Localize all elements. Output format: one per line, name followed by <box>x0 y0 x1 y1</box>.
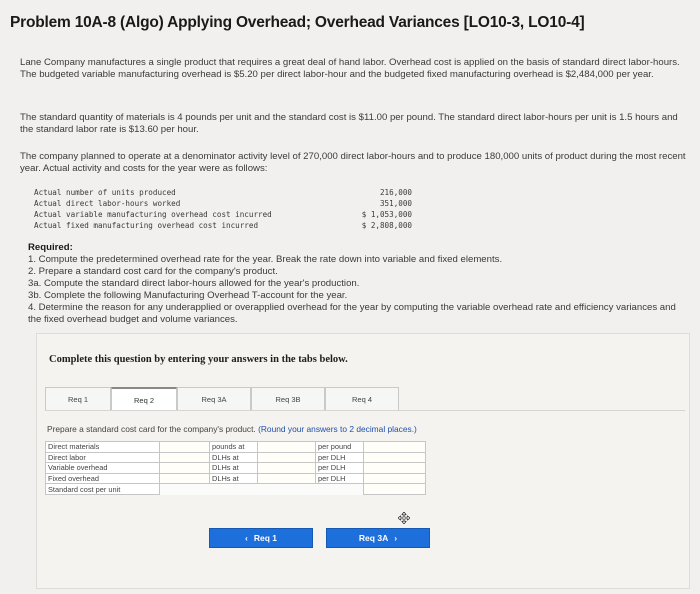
required-item: 4. Determine the reason for any underapplied or overapplied overhead for the year by computing the variable overhead rate and efficiency variances and the fixed overhead budget and volume variances. <box>28 302 676 325</box>
quantity-unit: pounds at <box>210 442 258 453</box>
rounding-note: (Round your answers to 2 decimal places.) <box>258 424 417 434</box>
rate-input[interactable] <box>258 463 316 474</box>
cost-input[interactable] <box>364 452 426 463</box>
actual-label: Actual direct labor-hours worked <box>34 199 181 208</box>
chevron-right-icon: › <box>394 533 398 543</box>
quantity-input[interactable] <box>160 473 210 484</box>
quantity-unit: DLHs at <box>210 463 258 474</box>
quantity-input[interactable] <box>160 442 210 453</box>
tab-divider <box>45 410 685 411</box>
actual-value: $ 1,053,000 <box>361 210 412 219</box>
tab-req-3a[interactable]: Req 3A <box>177 387 251 411</box>
quantity-input[interactable] <box>160 452 210 463</box>
rate-unit: per DLH <box>316 473 364 484</box>
required-heading: Required: <box>28 242 73 253</box>
table-row <box>46 473 426 484</box>
instruction-text: Prepare a standard cost card for the company's product. <box>47 424 256 434</box>
rate-unit: per pound <box>316 442 364 453</box>
instruction <box>47 424 417 434</box>
required-item: 3b. Complete the following Manufacturing Overhead T-account for the year. <box>28 290 348 301</box>
move-cursor-icon <box>398 512 410 524</box>
total-cost-input[interactable] <box>364 484 426 495</box>
actual-label: Actual variable manufacturing overhead cost incurred <box>34 210 272 219</box>
actual-value: 216,000 <box>379 188 412 197</box>
row-label: Variable overhead <box>46 463 160 474</box>
quantity-unit: DLHs at <box>210 473 258 484</box>
intro-paragraph: Lane Company manufactures a single product that requires a great deal of hand labor. Overhead cost is applied on the basis of standard direct labor-hours. The budgeted variable manufacturing overhead is $5.20 per direct labor-hour and the budgeted fixed manufacturing overhead is $2,484,000 per year. <box>20 57 680 80</box>
row-label: Direct labor <box>46 452 160 463</box>
answer-panel <box>36 333 690 589</box>
cost-input[interactable] <box>364 473 426 484</box>
tab-bar <box>45 387 399 411</box>
next-button-label: Req 3A <box>358 533 389 543</box>
standard-cost-card <box>45 441 426 495</box>
previous-button-label: Req 1 <box>253 533 277 543</box>
table-row <box>46 463 426 474</box>
cost-input[interactable] <box>364 442 426 453</box>
table-row <box>46 484 426 495</box>
tab-req-1[interactable]: Req 1 <box>45 387 111 411</box>
actual-label: Actual fixed manufacturing overhead cost incurred <box>34 221 259 230</box>
row-label: Fixed overhead <box>46 473 160 484</box>
panel-heading: Complete this question by entering your answers in the tabs below. <box>49 354 348 365</box>
actual-label: Actual number of units produced <box>34 188 176 197</box>
quantity-input[interactable] <box>160 463 210 474</box>
standards-paragraph: The standard quantity of materials is 4 pounds per unit and the standard cost is $11.00 per pound. The standard direct labor-hours per unit is 1.5 hours and the standard labor rate is $13.60 per hour. <box>20 112 678 135</box>
tab-req-4[interactable]: Req 4 <box>325 387 399 411</box>
rate-input[interactable] <box>258 442 316 453</box>
problem-title: Problem 10A-8 (Algo) Applying Overhead; Overhead Variances [LO10-3, LO10-4] <box>10 14 585 31</box>
chevron-left-icon: ‹ <box>245 533 248 543</box>
required-item: 1. Compute the predetermined overhead rate for the year. Break the rate down into variable and fixed elements. <box>28 254 503 265</box>
cost-input[interactable] <box>364 463 426 474</box>
next-button[interactable] <box>326 528 430 548</box>
table-row <box>46 442 426 453</box>
rate-unit: per DLH <box>316 463 364 474</box>
rate-unit: per DLH <box>316 452 364 463</box>
activity-paragraph: The company planned to operate at a denominator activity level of 270,000 direct labor-hours and to produce 180,000 units of product during the most recent year. Actual activity and costs for the year were as follows: <box>20 151 686 174</box>
actual-value: 351,000 <box>379 199 412 208</box>
actual-value: $ 2,808,000 <box>361 221 412 230</box>
row-label: Direct materials <box>46 442 160 453</box>
tab-req-2[interactable]: Req 2 <box>111 387 177 411</box>
required-section <box>28 242 688 326</box>
required-item: 2. Prepare a standard cost card for the company's product. <box>28 266 278 277</box>
rate-input[interactable] <box>258 452 316 463</box>
total-label: Standard cost per unit <box>46 484 160 495</box>
required-item: 3a. Compute the standard direct labor-hours allowed for the year's production. <box>28 278 360 289</box>
table-row <box>46 452 426 463</box>
quantity-unit: DLHs at <box>210 452 258 463</box>
tab-req-3b[interactable]: Req 3B <box>251 387 325 411</box>
rate-input[interactable] <box>258 473 316 484</box>
previous-button[interactable] <box>209 528 313 548</box>
